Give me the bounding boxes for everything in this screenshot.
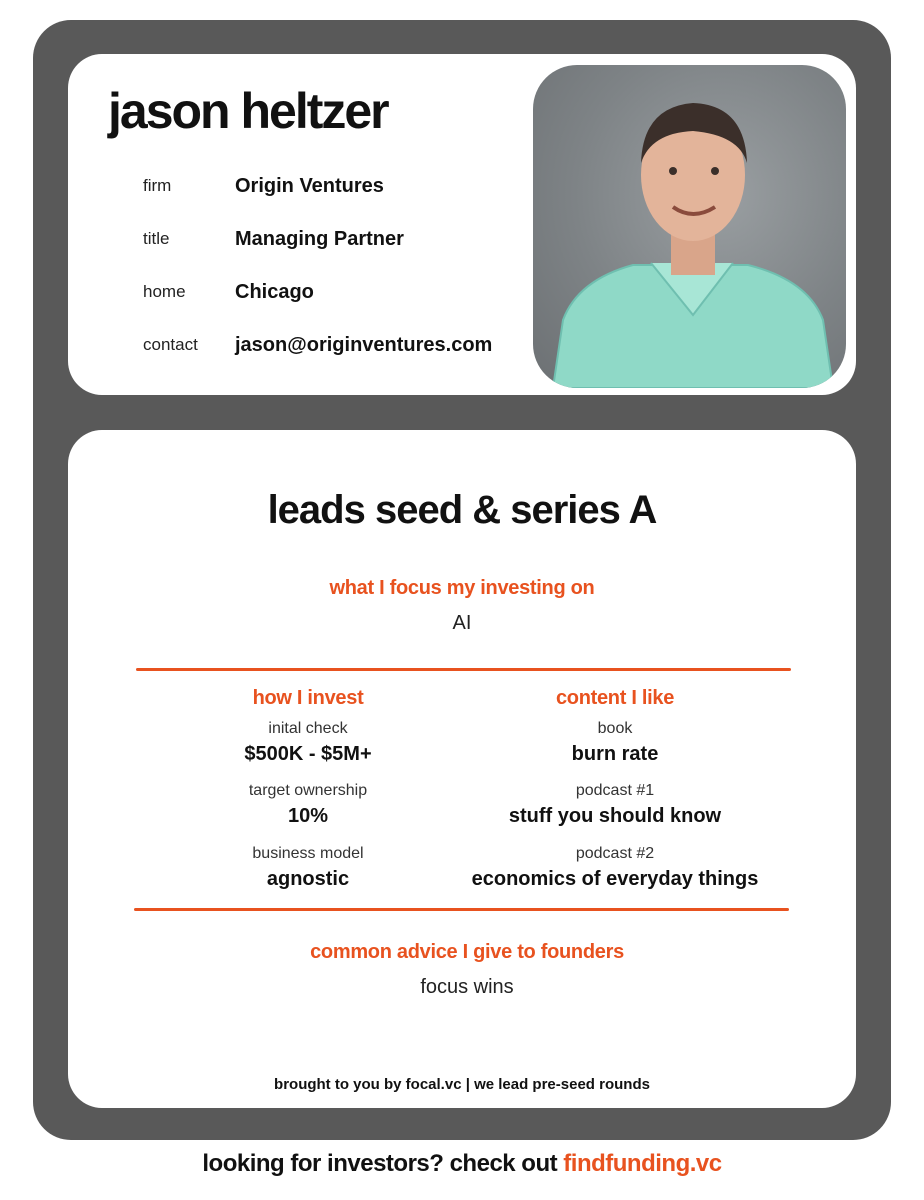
field-label: contact: [143, 335, 198, 354]
divider-top: [136, 668, 791, 671]
how-invest-label: inital check: [268, 720, 348, 737]
content-label: book: [597, 720, 633, 737]
advice-title: common advice I give to founders: [310, 941, 624, 963]
field-home: [143, 277, 314, 307]
cta-link[interactable]: findfunding.vc: [563, 1150, 722, 1177]
field-label: title: [143, 229, 170, 248]
cta-prefix: looking for investors? check out: [202, 1150, 564, 1177]
content-value: economics of everyday things: [471, 868, 759, 890]
field-label: firm: [143, 176, 172, 195]
person-illustration: [533, 65, 846, 388]
content-label: podcast #2: [575, 845, 655, 862]
content-title: content I like: [555, 687, 675, 709]
divider-bottom: [134, 908, 789, 911]
how-invest-label: target ownership: [248, 782, 368, 799]
how-invest-value: agnostic: [266, 868, 350, 890]
profile-photo: [533, 65, 846, 388]
advice-value: focus wins: [420, 976, 514, 998]
sponsor-note: brought to you by focal.vc | we lead pre-seed rounds: [274, 1076, 650, 1093]
content-value: stuff you should know: [508, 805, 722, 827]
cta-line: [0, 1150, 924, 1178]
focus-value: AI: [452, 612, 472, 634]
field-contact: [143, 330, 492, 360]
investor-name: jason heltzer: [108, 83, 388, 139]
how-invest-label: business model: [252, 845, 364, 862]
how-invest-value: 10%: [287, 805, 329, 827]
field-value: jason@originventures.com: [235, 333, 493, 356]
content-label: podcast #1: [575, 782, 655, 799]
focus-title: what I focus my investing on: [329, 577, 595, 599]
field-title: [143, 224, 404, 254]
content-value: burn rate: [571, 743, 659, 765]
how-invest-title: how I invest: [252, 687, 364, 709]
field-value: Managing Partner: [235, 227, 404, 250]
field-firm: [143, 171, 384, 201]
headline: leads seed & series A: [267, 488, 657, 532]
field-label: home: [143, 282, 186, 301]
field-value: Origin Ventures: [235, 174, 384, 197]
field-value: Chicago: [235, 280, 314, 303]
how-invest-value: $500K - $5M+: [244, 743, 372, 765]
